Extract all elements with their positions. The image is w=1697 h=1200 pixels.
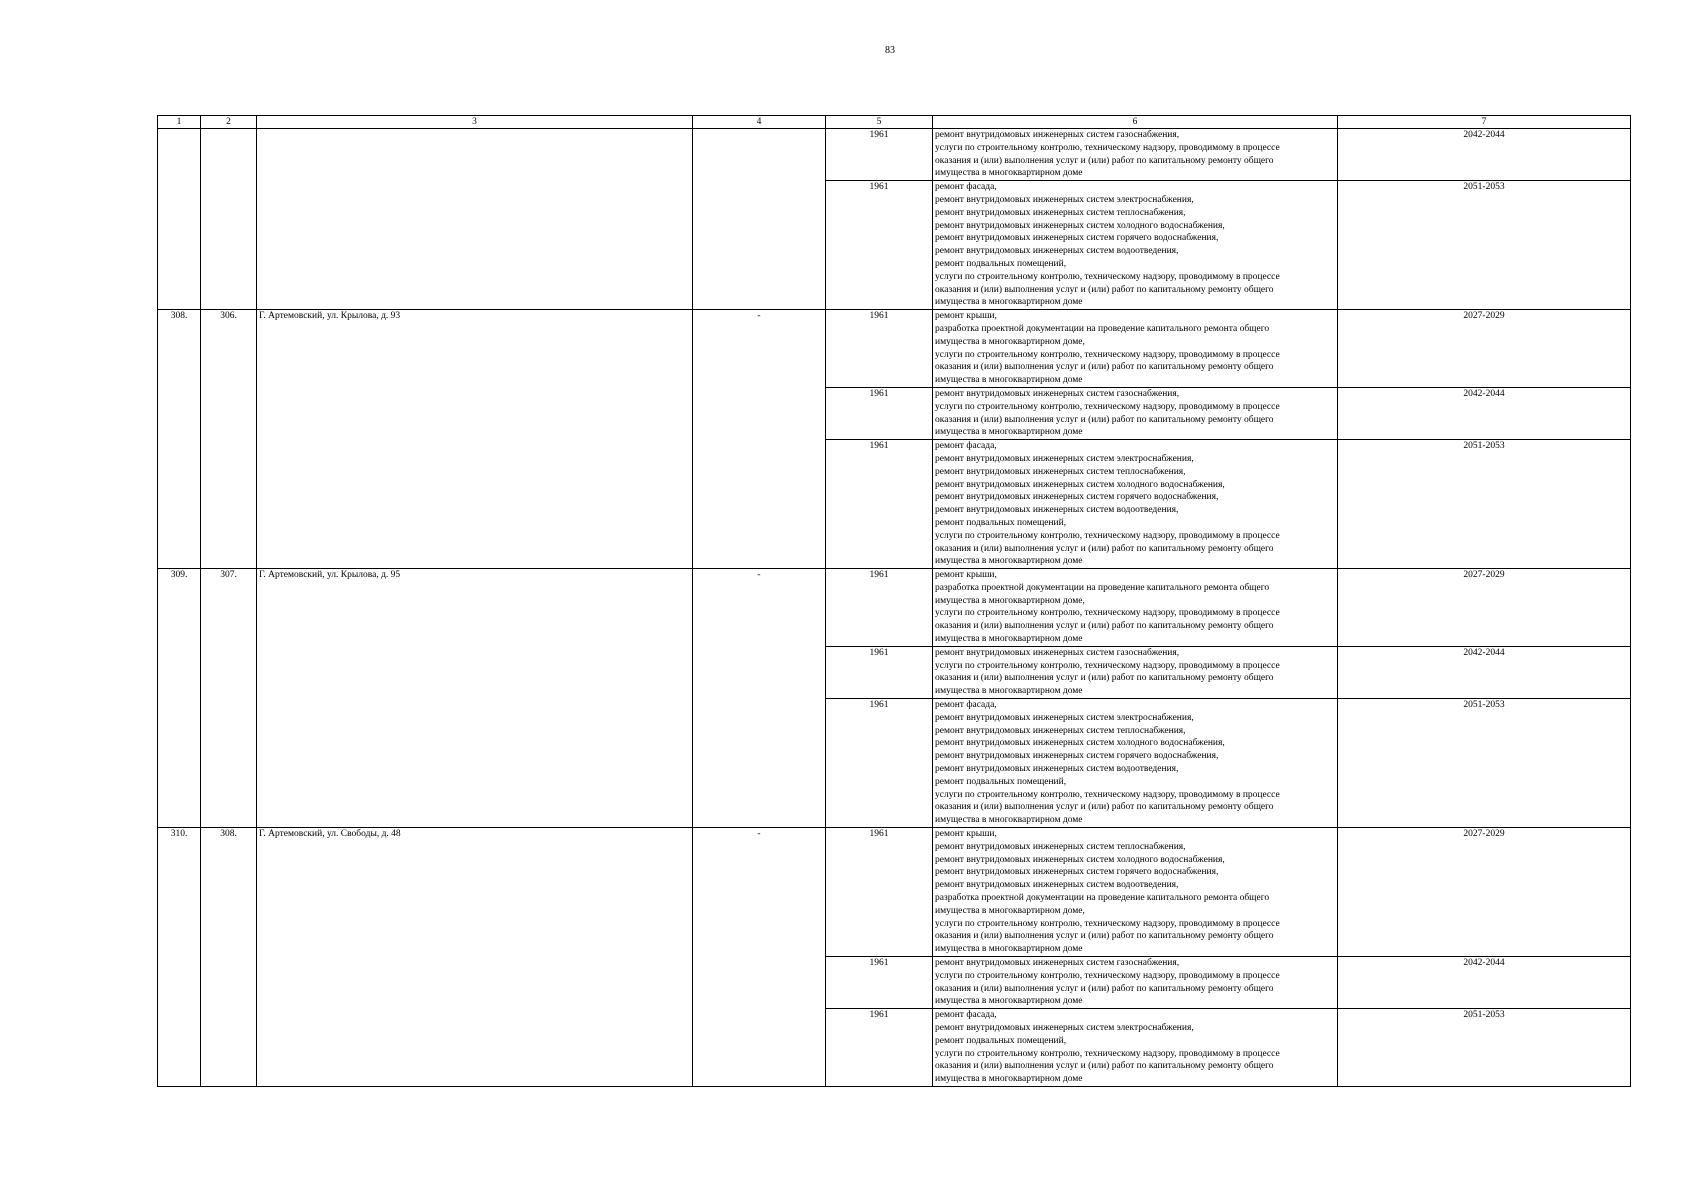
work-line: ремонт внутридомовых инженерных систем холодного водоснабжения, [935,220,1225,231]
work-line: ремонт крыши, [935,311,997,322]
work-line: имущества в многоквартирном доме, [935,595,1085,606]
house-id-cell: 308. [201,828,257,1087]
works-cell [933,181,1338,310]
capital-repair-table [157,115,1631,1087]
work-line: имущества в многоквартирном доме [935,815,1083,826]
work-line: ремонт крыши, [935,570,997,581]
year-cell: 1961 [826,699,933,828]
work-line: имущества в многоквартирном доме [935,427,1083,438]
house-id-cell [201,129,257,310]
address-cell [257,129,693,310]
header-cell: 5 [826,116,933,129]
work-line: услуги по строительному контролю, техническому надзору, проводимому в процессе [935,530,1280,541]
work-line: ремонт внутридомовых инженерных систем газоснабжения, [935,958,1180,968]
work-line: ремонт внутридомовых инженерных систем электроснабжения, [935,1022,1194,1033]
works-cell [933,646,1338,698]
period-cell: 2042-2044 [1338,957,1631,1009]
work-line: ремонт подвальных помещений, [935,1035,1067,1046]
work-line: имущества в многоквартирном доме [935,168,1083,179]
work-line: оказания и (или) выполнения услуг и (или) работ по капитальному ремонту общего [935,931,1274,942]
header-row [158,116,1631,129]
work-line: разработка проектной документации на проведение капитального ремонта общего [935,893,1270,904]
table-row [158,569,1631,647]
work-line: ремонт внутридомовых инженерных систем газоснабжения, [935,647,1180,658]
work-line: услуги по строительному контролю, техническому надзору, проводимому в процессе [935,660,1280,671]
year-cell: 1961 [826,569,933,647]
header-cell: 3 [257,116,693,129]
work-line: услуги по строительному контролю, техническому надзору, проводимому в процессе [935,401,1280,412]
row-number-cell: 308. [158,310,201,569]
work-line: оказания и (или) выполнения услуг и (или) работ по капитальному ремонту общего [935,621,1274,632]
work-line: имущества в многоквартирном доме, [935,336,1085,347]
work-line: услуги по строительному контролю, техническому надзору, проводимому в процессе [935,142,1280,153]
work-line: ремонт внутридомовых инженерных систем теплоснабжения, [935,841,1186,852]
work-line: ремонт фасада, [935,182,997,193]
period-cell: 2042-2044 [1338,646,1631,698]
work-line: ремонт внутридомовых инженерных систем горячего водоснабжения, [935,233,1219,244]
period-cell: 2027-2029 [1338,828,1631,957]
row-number-cell: 310. [158,828,201,1087]
work-line: ремонт внутридомовых инженерных систем холодного водоснабжения, [935,479,1225,490]
works-cell [933,1009,1338,1087]
period-cell: 2051-2053 [1338,440,1631,569]
year-cell: 1961 [826,1009,933,1087]
year-cell: 1961 [826,828,933,957]
work-line: ремонт подвальных помещений, [935,776,1067,787]
work-line: ремонт внутридомовых инженерных систем теплоснабжения, [935,207,1186,218]
works-cell [933,828,1338,957]
work-line: разработка проектной документации на проведение капитального ремонта общего [935,582,1270,593]
house-id-cell: 306. [201,310,257,569]
work-line: ремонт внутридомовых инженерных систем водоотведения, [935,764,1179,775]
work-line: ремонт крыши, [935,829,997,840]
period-cell: 2051-2053 [1338,699,1631,828]
works-cell [933,957,1338,1009]
works-cell [933,129,1338,181]
table-row [158,310,1631,388]
col4-cell: - [693,310,826,569]
header-cell: 2 [201,116,257,129]
work-line: услуги по строительному контролю, техническому надзору, проводимому в процессе [935,918,1280,929]
work-line: ремонт внутридомовых инженерных систем теплоснабжения, [935,466,1186,477]
address-cell: Г. Артемовский, ул. Свободы, д. 48 [257,828,693,1087]
col4-cell: - [693,828,826,1087]
work-line: ремонт внутридомовых инженерных систем газоснабжения, [935,388,1180,399]
table-body [158,116,1631,1087]
work-line: оказания и (или) выполнения услуг и (или) работ по капитальному ремонту общего [935,284,1274,295]
work-line: разработка проектной документации на проведение капитального ремонта общего [935,323,1270,334]
year-cell: 1961 [826,440,933,569]
work-line: ремонт внутридомовых инженерных систем газоснабжения, [935,130,1180,140]
table-row [158,828,1631,957]
table-row [158,129,1631,181]
period-cell: 2042-2044 [1338,387,1631,439]
work-line: имущества в многоквартирном доме, [935,905,1085,916]
work-line: имущества в многоквартирном доме [935,944,1083,955]
work-line: имущества в многоквартирном доме [935,996,1083,1007]
period-cell: 2027-2029 [1338,569,1631,647]
col4-cell [693,129,826,310]
work-line: ремонт внутридомовых инженерных систем горячего водоснабжения, [935,492,1219,503]
work-line: оказания и (или) выполнения услуг и (или) работ по капитальному ремонту общего [935,414,1274,425]
works-cell [933,310,1338,388]
work-line: ремонт фасада, [935,1010,997,1021]
work-line: услуги по строительному контролю, техническому надзору, проводимому в процессе [935,789,1280,800]
year-cell: 1961 [826,129,933,181]
work-line: имущества в многоквартирном доме [935,1074,1083,1085]
work-line: ремонт фасада, [935,700,997,711]
year-cell: 1961 [826,957,933,1009]
header-cell: 6 [933,116,1338,129]
work-line: ремонт внутридомовых инженерных систем водоотведения, [935,246,1179,257]
works-cell [933,440,1338,569]
works-cell [933,699,1338,828]
work-line: услуги по строительному контролю, техническому надзору, проводимому в процессе [935,1048,1280,1059]
address-cell: Г. Артемовский, ул. Крылова, д. 95 [257,569,693,828]
work-line: ремонт внутридомовых инженерных систем холодного водоснабжения, [935,738,1225,749]
year-cell: 1961 [826,646,933,698]
row-number-cell [158,129,201,310]
period-cell: 2042-2044 [1338,129,1631,181]
period-cell: 2051-2053 [1338,181,1631,310]
works-cell [933,569,1338,647]
work-line: оказания и (или) выполнения услуг и (или) работ по капитальному ремонту общего [935,1061,1274,1072]
header-cell: 4 [693,116,826,129]
work-line: имущества в многоквартирном доме [935,634,1083,645]
work-line: имущества в многоквартирном доме [935,375,1083,386]
work-line: оказания и (или) выполнения услуг и (или) работ по капитальному ремонту общего [935,673,1274,684]
work-line: ремонт внутридомовых инженерных систем электроснабжения, [935,453,1194,464]
work-line: услуги по строительному контролю, техническому надзору, проводимому в процессе [935,349,1280,360]
period-cell: 2027-2029 [1338,310,1631,388]
page-number: 83 [885,45,895,56]
work-line: услуги по строительному контролю, техническому надзору, проводимому в процессе [935,271,1280,282]
year-cell: 1961 [826,310,933,388]
work-line: ремонт внутридомовых инженерных систем горячего водоснабжения, [935,751,1219,762]
year-cell: 1961 [826,387,933,439]
work-line: ремонт подвальных помещений, [935,258,1067,269]
work-line: ремонт внутридомовых инженерных систем электроснабжения, [935,194,1194,205]
work-line: имущества в многоквартирном доме [935,297,1083,308]
work-line: оказания и (или) выполнения услуг и (или) работ по капитальному ремонту общего [935,362,1274,373]
work-line: услуги по строительному контролю, техническому надзору, проводимому в процессе [935,608,1280,619]
col4-cell: - [693,569,826,828]
work-line: имущества в многоквартирном доме [935,686,1083,697]
row-number-cell: 309. [158,569,201,828]
works-cell [933,387,1338,439]
work-line: услуги по строительному контролю, техническому надзору, проводимому в процессе [935,970,1280,981]
header-cell: 7 [1338,116,1631,129]
header-cell: 1 [158,116,201,129]
work-line: имущества в многоквартирном доме [935,556,1083,567]
work-line: оказания и (или) выполнения услуг и (или) работ по капитальному ремонту общего [935,802,1274,813]
house-id-cell: 307. [201,569,257,828]
work-line: ремонт внутридомовых инженерных систем водоотведения, [935,880,1179,891]
work-line: ремонт внутридомовых инженерных систем электроснабжения, [935,712,1194,723]
work-line: ремонт внутридомовых инженерных систем водоотведения, [935,505,1179,516]
work-line: ремонт внутридомовых инженерных систем теплоснабжения, [935,725,1186,736]
address-cell: Г. Артемовский, ул. Крылова, д. 93 [257,310,693,569]
work-line: оказания и (или) выполнения услуг и (или) работ по капитальному ремонту общего [935,155,1274,166]
work-line: оказания и (или) выполнения услуг и (или) работ по капитальному ремонту общего [935,983,1274,994]
year-cell: 1961 [826,181,933,310]
work-line: оказания и (или) выполнения услуг и (или) работ по капитальному ремонту общего [935,543,1274,554]
work-line: ремонт внутридомовых инженерных систем холодного водоснабжения, [935,854,1225,865]
work-line: ремонт внутридомовых инженерных систем горячего водоснабжения, [935,867,1219,878]
period-cell: 2051-2053 [1338,1009,1631,1087]
work-line: ремонт фасада, [935,441,997,452]
work-line: ремонт подвальных помещений, [935,517,1067,528]
